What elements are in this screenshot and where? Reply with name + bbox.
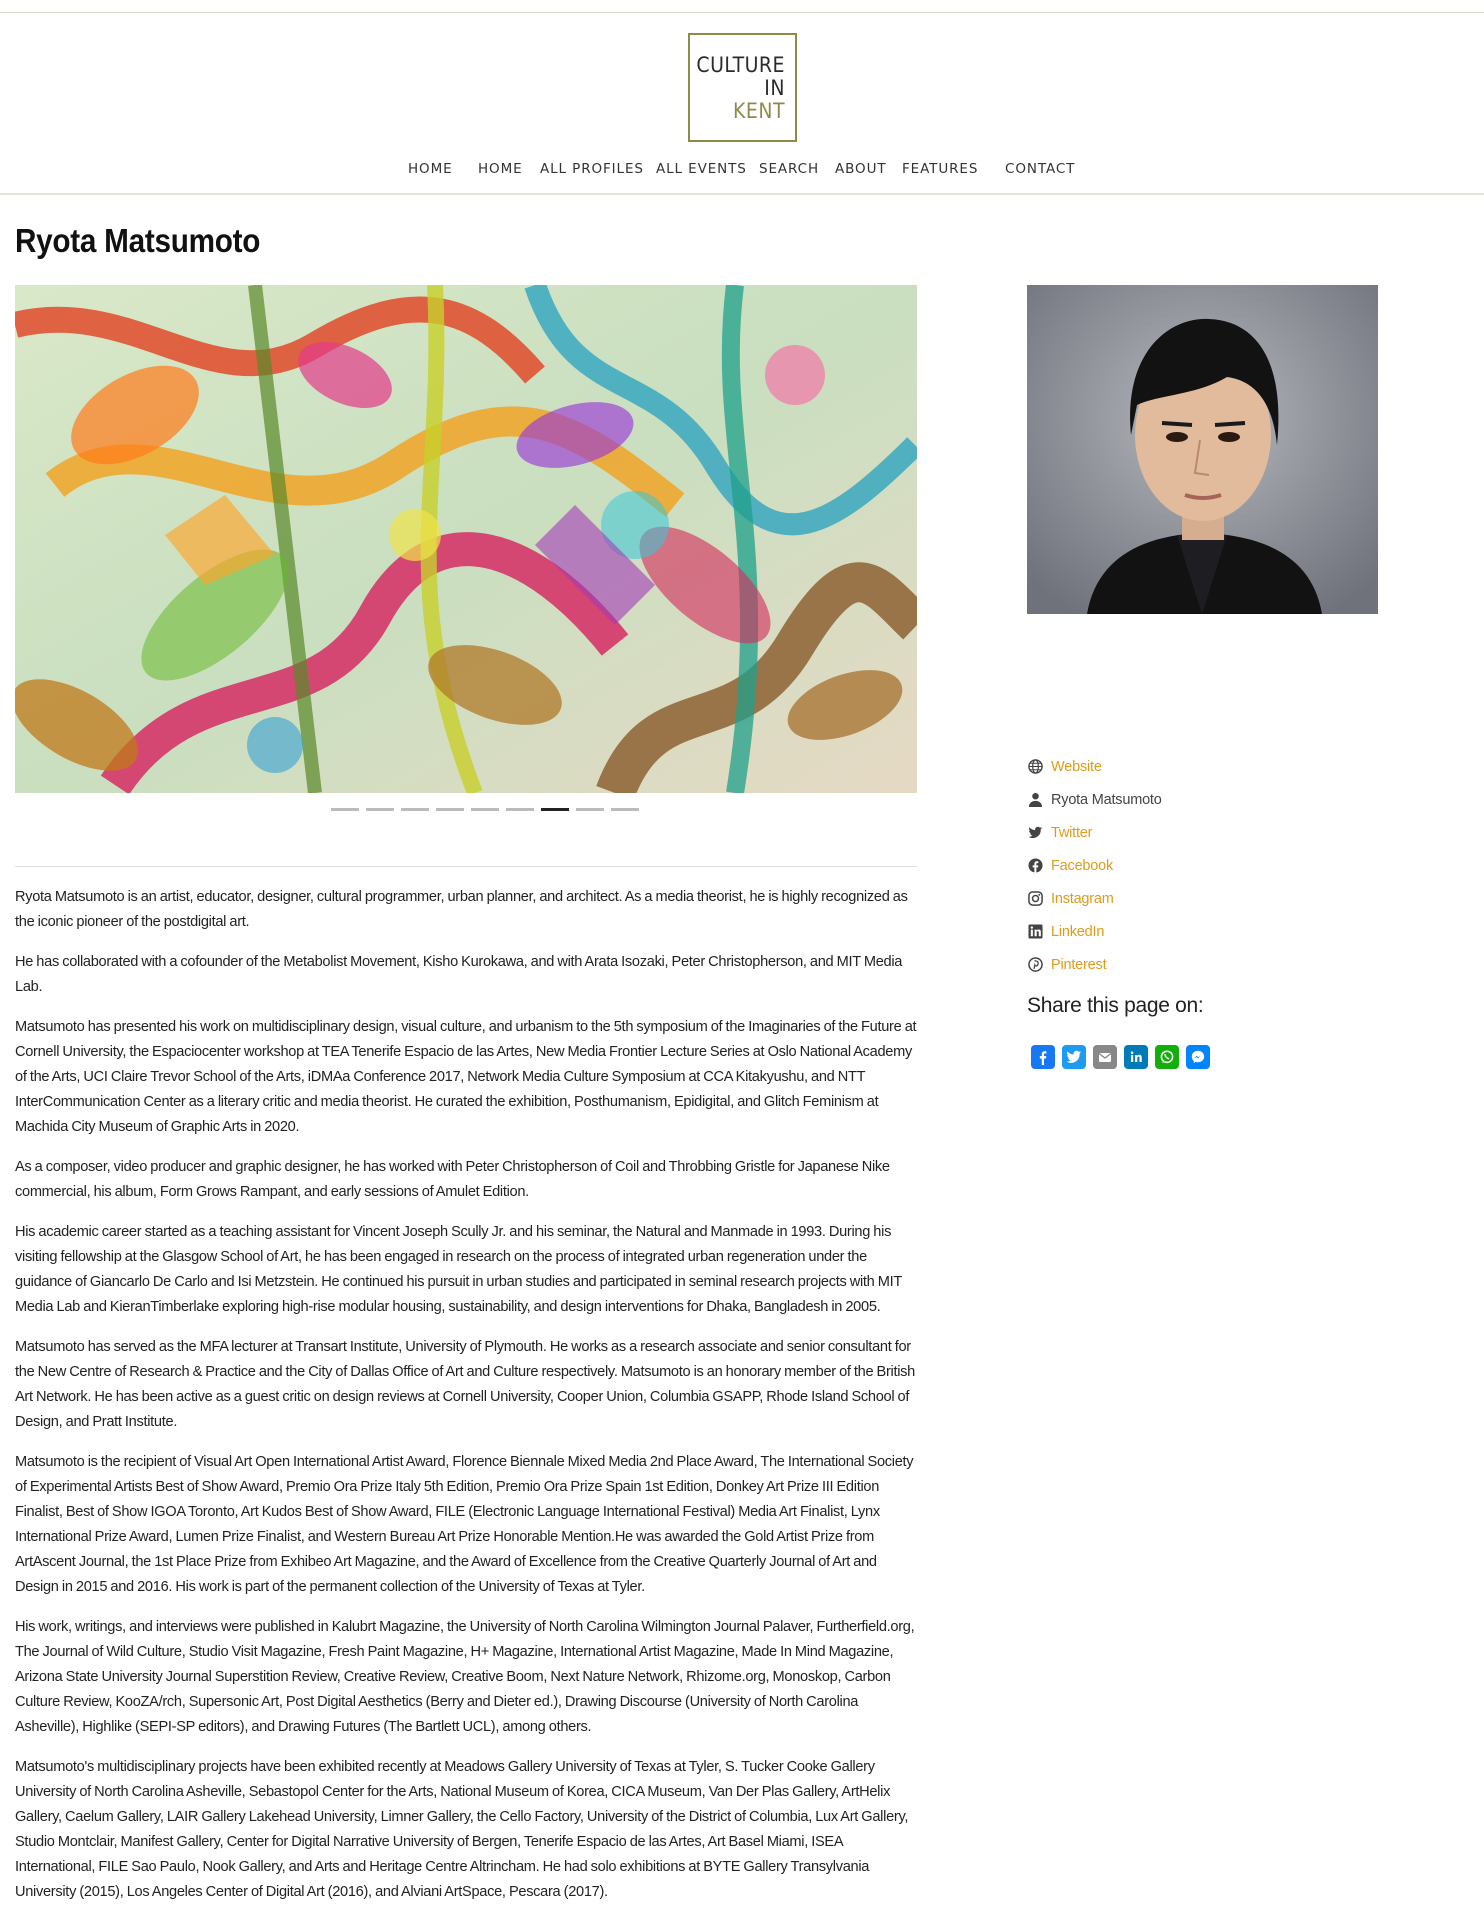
bio-paragraph: Matsumoto is the recipient of Visual Art Open International Artist Award, Florence Biennale Mixed Media 2nd Place Award, The International Society of Experimental Artists Best of Show Award, Premio Ora Prize Italy 5th Edition, Premio Ora Prize Spain 1st Edition, Donkey Art Prize III Edition Finalist, Best of Show IGOA Toronto, Art Kudos Best of Show Award, FILE (Electronic Language International Festival) Media Art Finalist, Lynx International Prize Award, Lumen Prize Finalist, and Western Bureau Art Prize Honorable Mention.He was awarded the Gold Artist Prize from ArtAscent Journal, the 1st Place Prize from Exhibeo Art Magazine, and the Award of Excellence from the Creative Quarterly Journal of Art and Design in 2015 and 2016. His work is part of the permanent collection of the University of Texas at Tyler. (15, 1454, 914, 1595)
logo-text-culture: CULTURE (696, 53, 785, 77)
bio-paragraph: Matsumoto has presented his work on multidisciplinary design, visual culture, and urbanism to the 5th symposium of the Imaginaries of the Future at Cornell University, the Espaciocenter workshop at TEA Tenerife Espacio de las Artes, New Media Frontier Lecture Series at Oslo National Academy of the Arts, UCI Claire Trevor School of the Arts, iDMAa Conference 2017, Network Media Culture Symposium at CCA Kitakyushu, and NTT InterCommunication Center as a literary critic and media theorist. He curated the exhibition, Posthumanism, Epidigital, and Glitch Feminism at Machida City Museum of Graphic Arts in 2020. (15, 1019, 917, 1135)
bio-text (15, 885, 920, 1920)
nav-item-home[interactable]: HOME (408, 161, 453, 177)
facebook-share-icon[interactable] (1031, 1045, 1055, 1069)
slider-dots (0, 808, 940, 812)
nav-item-about[interactable]: ABOUT (835, 161, 887, 177)
email-share-icon[interactable] (1093, 1045, 1117, 1069)
slider-dot[interactable] (471, 808, 499, 811)
slider-dot[interactable] (541, 808, 569, 811)
share-buttons (1031, 1045, 1210, 1069)
link-label: LinkedIn (1051, 923, 1105, 940)
artist-portrait (1027, 285, 1378, 614)
link-label: Pinterest (1051, 956, 1107, 973)
nav-item-search[interactable]: SEARCH (759, 161, 820, 177)
slider-dot[interactable] (506, 808, 534, 811)
facebook-icon (1028, 858, 1043, 873)
slider-dot[interactable] (576, 808, 604, 811)
whatsapp-share-icon[interactable] (1155, 1045, 1179, 1069)
artwork-illustration (15, 285, 917, 793)
slider-dot[interactable] (611, 808, 639, 811)
twitter-icon (1028, 825, 1043, 840)
link-website[interactable] (1028, 750, 1328, 783)
bio-paragraph: Matsumoto's multidisciplinary projects have been exhibited recently at Meadows Gallery University of Texas at Tyler, S. Tucker Cooke Gallery University of North Carolina Asheville, Sebastopol Center for the Arts, National Museum of Korea, CICA Museum, Van Der Plas Gallery, ArtHelix Gallery, Caelum Gallery, LAIR Gallery Lakehead University, Limner Gallery, the Cello Factory, University of the District of Columbia, Lux Art Gallery, Studio Montclair, Manifest Gallery, Center for Digital Narrative University of Bergen, Tenerife Espacio de las Artes, Art Basel Miami, ISEA International, FILE Sao Paulo, Nook Gallery, and Arts and Heritage Centre Altrincham. He had solo exhibitions at BYTE Gallery Transylvania University (2015), Los Angeles Center of Digital Art (2016), and Alviani ArtSpace, Pescara (2017). (15, 1759, 909, 1900)
profile-links (1028, 750, 1328, 981)
bio-paragraph: Matsumoto has served as the MFA lecturer at Transart Institute, University of Plymouth. He works as a research associate and senior consultant for the New Centre of Research & Practice and the City of Dallas Office of Art and Culture respectively. Matsumoto is an honorary member of the British Art Network. He has been active as a guest critic on design reviews at Cornell University, Cooper Union, Columbia GSAPP, Rhode Island School of Design, and Pratt Institute. (15, 1339, 915, 1430)
link-label: Website (1051, 758, 1102, 775)
link-pinterest[interactable] (1028, 948, 1328, 981)
linkedin-share-icon[interactable] (1124, 1045, 1148, 1069)
link-linkedin[interactable] (1028, 915, 1328, 948)
content-divider (15, 866, 917, 867)
link-label: Ryota Matsumoto (1051, 791, 1162, 808)
nav-item-all-events[interactable]: ALL EVENTS (656, 161, 747, 177)
nav-item-home-2[interactable]: HOME (478, 161, 523, 177)
globe-icon (1028, 759, 1043, 774)
share-title: Share this page on: (1027, 994, 1204, 1017)
site-logo[interactable] (688, 33, 797, 142)
link-facebook[interactable] (1028, 849, 1328, 882)
link-label: Twitter (1051, 824, 1093, 841)
header-divider (0, 193, 1484, 195)
bio-paragraph: He has collaborated with a cofounder of the Metabolist Movement, Kisho Kurokawa, and with Arata Isozaki, Peter Christopherson, and MIT Media Lab. (15, 954, 903, 995)
nav-item-contact[interactable]: CONTACT (1005, 161, 1076, 177)
top-rule (0, 12, 1484, 13)
link-instagram[interactable] (1028, 882, 1328, 915)
page-title: Ryota Matsumoto (15, 222, 261, 259)
twitter-share-icon[interactable] (1062, 1045, 1086, 1069)
artwork-slider-image[interactable] (15, 285, 917, 793)
slider-dot[interactable] (331, 808, 359, 811)
nav-item-features[interactable]: FEATURES (902, 161, 979, 177)
nav-item-all-profiles[interactable]: ALL PROFILES (540, 161, 644, 177)
link-twitter[interactable] (1028, 816, 1328, 849)
slider-dot[interactable] (401, 808, 429, 811)
instagram-icon (1028, 891, 1043, 906)
link-label: Facebook (1051, 857, 1114, 874)
bio-paragraph: As a composer, video producer and graphic designer, he has worked with Peter Christopherson of Coil and Throbbing Gristle for Japanese Nike commercial, his album, Form Grows Rampant, and early sessions of Amulet Edition. (15, 1159, 890, 1200)
logo-text-in: IN (764, 76, 785, 100)
user-icon (1028, 792, 1043, 807)
bio-paragraph: Ryota Matsumoto is an artist, educator, designer, cultural programmer, urban planner, and architect. As a media theorist, he is highly recognized as the iconic pioneer of the postdigital art. (15, 889, 908, 930)
portrait-illustration (1027, 285, 1378, 614)
main-nav (0, 161, 1484, 181)
link-label: Instagram (1051, 890, 1114, 907)
slider-dot[interactable] (436, 808, 464, 811)
logo-text-kent: KENT (733, 99, 785, 123)
link-person (1028, 783, 1328, 816)
pinterest-icon (1028, 957, 1043, 972)
messenger-share-icon[interactable] (1186, 1045, 1210, 1069)
bio-paragraph: His work, writings, and interviews were published in Kalubrt Magazine, the University of North Carolina Wilmington Journal Palaver, Furtherfield.org, The Journal of Wild Culture, Studio Visit Magazine, Fresh Paint Magazine, H+ Magazine, International Artist Magazine, Made In Mind Magazine, Arizona State University Journal Superstition Review, Creative Review, Creative Boom, Next Nature Network, Rhizome.org, Monoskop, Carbon Culture Review, KooZA/rch, Supersonic Art, Post Digital Aesthetics (Berry and Dieter ed.), Drawing Discourse (University of North Carolina Asheville), Highlike (SEPI-SP editors), and Drawing Futures (The Bartlett UCL), among others. (15, 1619, 915, 1735)
slider-dot[interactable] (366, 808, 394, 811)
bio-paragraph: His academic career started as a teaching assistant for Vincent Joseph Scully Jr. and his seminar, the Natural and Manmade in 1993. During his visiting fellowship at the Glasgow School of Art, he has been engaged in research on the process of integrated urban regeneration under the guidance of Giancarlo De Carlo and Isi Metzstein. He continued his pursuit in urban studies and participated in seminal research projects with MIT Media Lab and KieranTimberlake exploring high-rise modular housing, sustainability, and design interventions for Dhaka, Bangladesh in 2005. (15, 1224, 902, 1315)
linkedin-icon (1028, 924, 1043, 939)
